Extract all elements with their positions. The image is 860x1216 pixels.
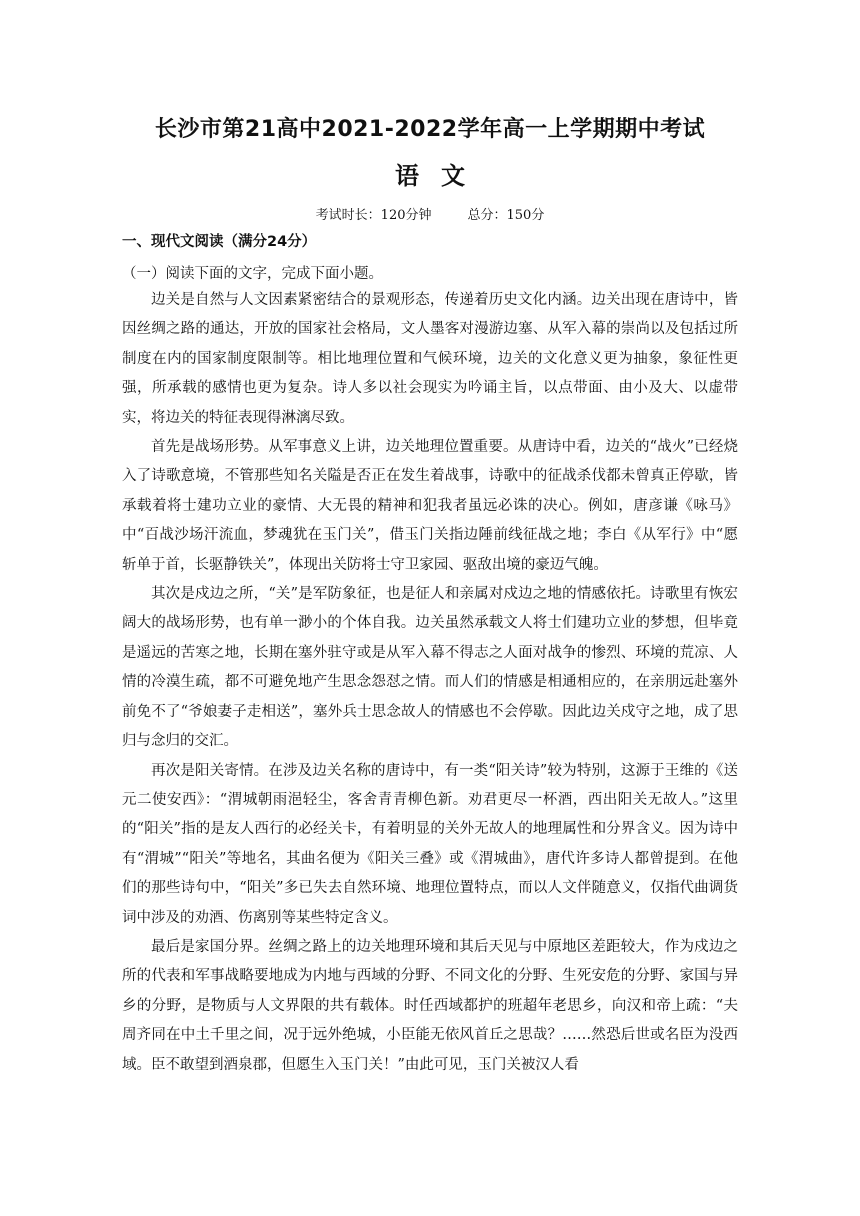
exam-meta xyxy=(0,204,860,223)
exam-duration: 考试时长：120分钟 xyxy=(315,208,432,223)
section-heading: 一、现代文阅读（满分24分） xyxy=(122,234,317,250)
section-instruction: （一）阅读下面的文字，完成下面小题。 xyxy=(122,266,383,282)
paragraph: 首先是战场形势。从军事意义上讲，边关地理位置重要。从唐诗中看，边关的“战火”已经烧入了诗歌意境，不管那些知名关隘是否正在发生着战事，诗歌中的征战杀伐都未曾真正停歇，皆承载着将士建功立业的豪情、大无畏的精神和犯我者虽远必诛的决心。例如，唐彦谦《咏马》中“百战沙场汗流血，梦魂犹在玉门关”，借玉门关指边陲前线征战之地；李白《从军行》中“愿斩单于首，长驱静铁关”，体现出关防将士守卫家园、驱敌出境的豪迈气魄。 xyxy=(122,439,738,573)
paragraph: 最后是家国分界。丝绸之路上的边关地理环境和其后天见与中原地区差距较大，作为戍边之所的代表和军事战略要地成为内地与西域的分野、不同文化的分野、生死安危的分野、家国与异乡的分野，是物质与人文界限的共有载体。时任西域都护的班超年老思乡，向汉和帝上疏：“夫周齐同在中土千里之间，况于远外绝城，小臣能无依风首丘之思哉？……然恐后世或名臣为没西域。臣不敢望到酒泉郡，但愿生入玉门关！”由此可见，玉门关被汉人看 xyxy=(122,938,738,1073)
exam-total-score: 总分：150分 xyxy=(467,208,545,223)
paragraph: 再次是阳关寄情。在涉及边关名称的唐诗中，有一类“阳关诗”较为特别，这源于王维的《送元二使安西》：“渭城朝雨浥轻尘，客舍青青柳色新。劝君更尽一杯酒，西出阳关无故人。”这里的“阳关”指的是友人西行的必经关卡，有着明显的关外无故人的地理属性和分界含义。因为诗中有“渭城”“阳关”等地名，其曲名便为《阳关三叠》或《渭城曲》，唐代许多诗人都曾提到。在他们的那些诗句中，“阳关”多已失去自然环境、地理位置特点，而以人文伴随意义，仅指代曲调货词中涉及的劝酒、伤离别等某些特定含义。 xyxy=(122,762,738,926)
reading-passage xyxy=(122,286,738,1080)
subject-title: 语文 xyxy=(395,162,487,190)
paragraph: 其次是戍边之所，“关”是军防象征，也是征人和亲属对戍边之地的情感依托。诗歌里有恢宏阔大的战场形势，也有单一渺小的个体自我。边关虽然承载文人将士们建功立业的梦想，但毕竟是遥远的苦寒之地，长期在塞外驻守或是从军入幕不得志之人面对战争的惨烈、环境的荒凉、人情的冷漠生疏，都不可避免地产生思念怨怼之情。而人们的情感是相通相应的，在亲朋远赴塞外前免不了“爷娘妻子走相送”，塞外兵士思念故人的情感也不会停歇。因此边关戍守之地，成了思归与念归的交汇。 xyxy=(122,586,738,750)
exam-title: 长沙市第21高中2021-2022学年高一上学期期中考试 xyxy=(154,117,706,142)
paragraph: 边关是自然与人文因素紧密结合的景观形态，传递着历史文化内涵。边关出现在唐诗中，皆因丝绸之路的通达，开放的国家社会格局，文人墨客对漫游边塞、从军入幕的崇尚以及包括过所制度在内的国家制度限制等。相比地理位置和气候环境，边关的文化意义更为抽象，象征性更强，所承载的感情也更为复杂。诗人多以社会现实为吟诵主旨，以点带面、由小及大、以虚带实，将边关的特征表现得淋漓尽致。 xyxy=(122,292,738,426)
